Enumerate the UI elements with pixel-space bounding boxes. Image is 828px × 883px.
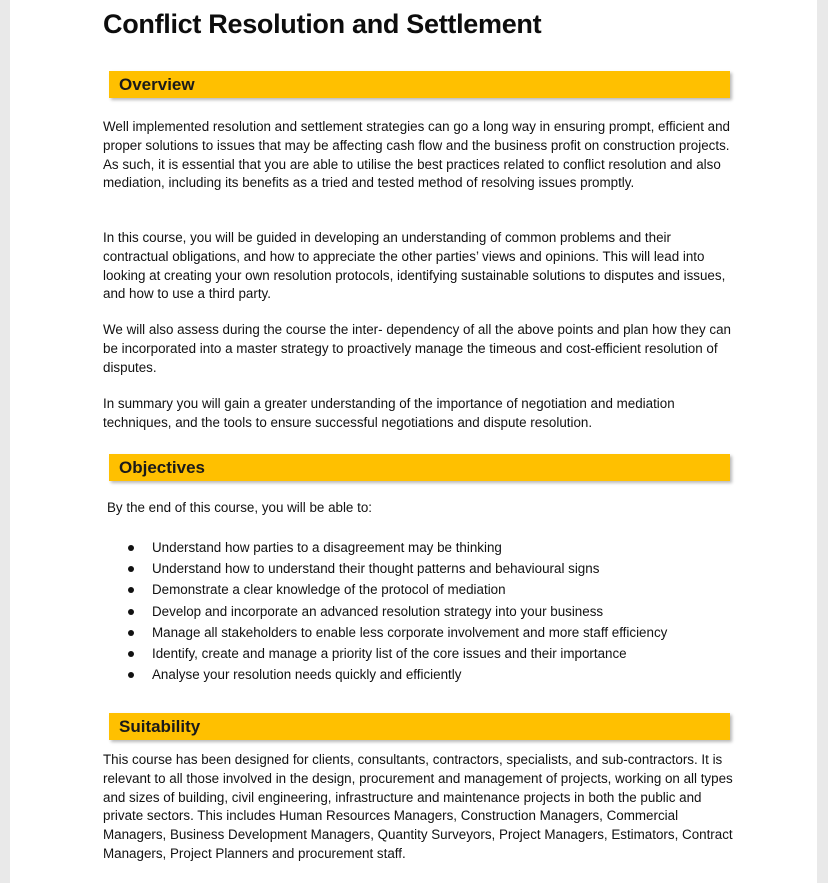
bullet-icon xyxy=(128,630,134,636)
list-item xyxy=(124,664,667,685)
suitability-heading-bar xyxy=(109,713,730,740)
overview-paragraph-4: In summary you will gain a greater understanding of the importance of negotiation and mediation techniques, and the tools to ensure successful negotiations and dispute resolution. xyxy=(103,396,675,430)
objective-text: Understand how parties to a disagreement may be thinking xyxy=(152,540,502,555)
objective-text: Manage all stakeholders to enable less corporate involvement and more staff efficiency xyxy=(152,624,668,640)
page-title: Conflict Resolution and Settlement xyxy=(103,9,542,39)
overview-paragraph-1: Well implemented resolution and settlement strategies can go a long way in ensuring prompt, efficient and proper solutions to issues that may be affecting cash flow and the business profit on construction projects. As such, it is essential that you are able to utilise the best practices related to conflict resolution and also mediation, including its benefits as a tried and tested method of resolving issues promptly. xyxy=(103,119,730,191)
objective-text: Analyse your resolution needs quickly and efficiently xyxy=(152,667,462,683)
objective-text: Identify, create and manage a priority list of the core issues and their importance xyxy=(152,645,627,661)
bullet-icon xyxy=(128,672,134,678)
bullet-icon xyxy=(128,609,134,615)
overview-heading-bar xyxy=(109,71,730,98)
list-item xyxy=(124,537,667,558)
list-item xyxy=(124,601,667,622)
bullet-icon xyxy=(128,566,134,572)
overview-paragraph-2: In this course, you will be guided in developing an understanding of common problems and their contractual obligations, and how to appreciate the other parties’ views and opinions. This will lead into looking at creating your own resolution protocols, identifying sustainable solutions to disputes and issues, and how to use a third party. xyxy=(103,230,726,302)
suitability-paragraph: This course has been designed for clients, consultants, contractors, specialists, and sub-contractors. It is relevant to all those involved in the design, procurement and management of projects, working on all types and sizes of building, civil engineering, infrastructure and maintenance projects in both the public and private sectors. This includes Human Resources Managers, Construction Managers, Commercial Managers, Business Development Managers, Quantity Surveyors, Project Managers, Estimators, Contract Managers, Project Planners and procurement staff. xyxy=(103,752,733,861)
objective-text: Demonstrate a clear knowledge of the protocol of mediation xyxy=(152,582,506,598)
document-page xyxy=(10,0,817,883)
bullet-icon xyxy=(128,545,134,551)
list-item xyxy=(124,622,667,643)
objectives-heading-bar xyxy=(109,454,730,481)
objectives-heading: Objectives xyxy=(119,458,205,477)
list-item xyxy=(124,558,667,579)
objectives-intro: By the end of this course, you will be able to: xyxy=(107,500,372,515)
overview-heading: Overview xyxy=(119,75,195,94)
overview-paragraph-3: We will also assess during the course the inter- dependency of all the above points and plan how they can be incorporated into a master strategy to proactively manage the timeous and cost-efficient resolution of disputes. xyxy=(103,322,732,375)
list-item xyxy=(124,643,667,664)
list-item xyxy=(124,579,667,600)
bullet-icon xyxy=(128,587,134,593)
objective-text: Develop and incorporate an advanced resolution strategy into your business xyxy=(152,603,604,619)
objective-text: Understand how to understand their thought patterns and behavioural signs xyxy=(152,561,600,577)
suitability-heading: Suitability xyxy=(119,717,201,736)
bullet-icon xyxy=(128,651,134,657)
objectives-list xyxy=(124,537,667,685)
